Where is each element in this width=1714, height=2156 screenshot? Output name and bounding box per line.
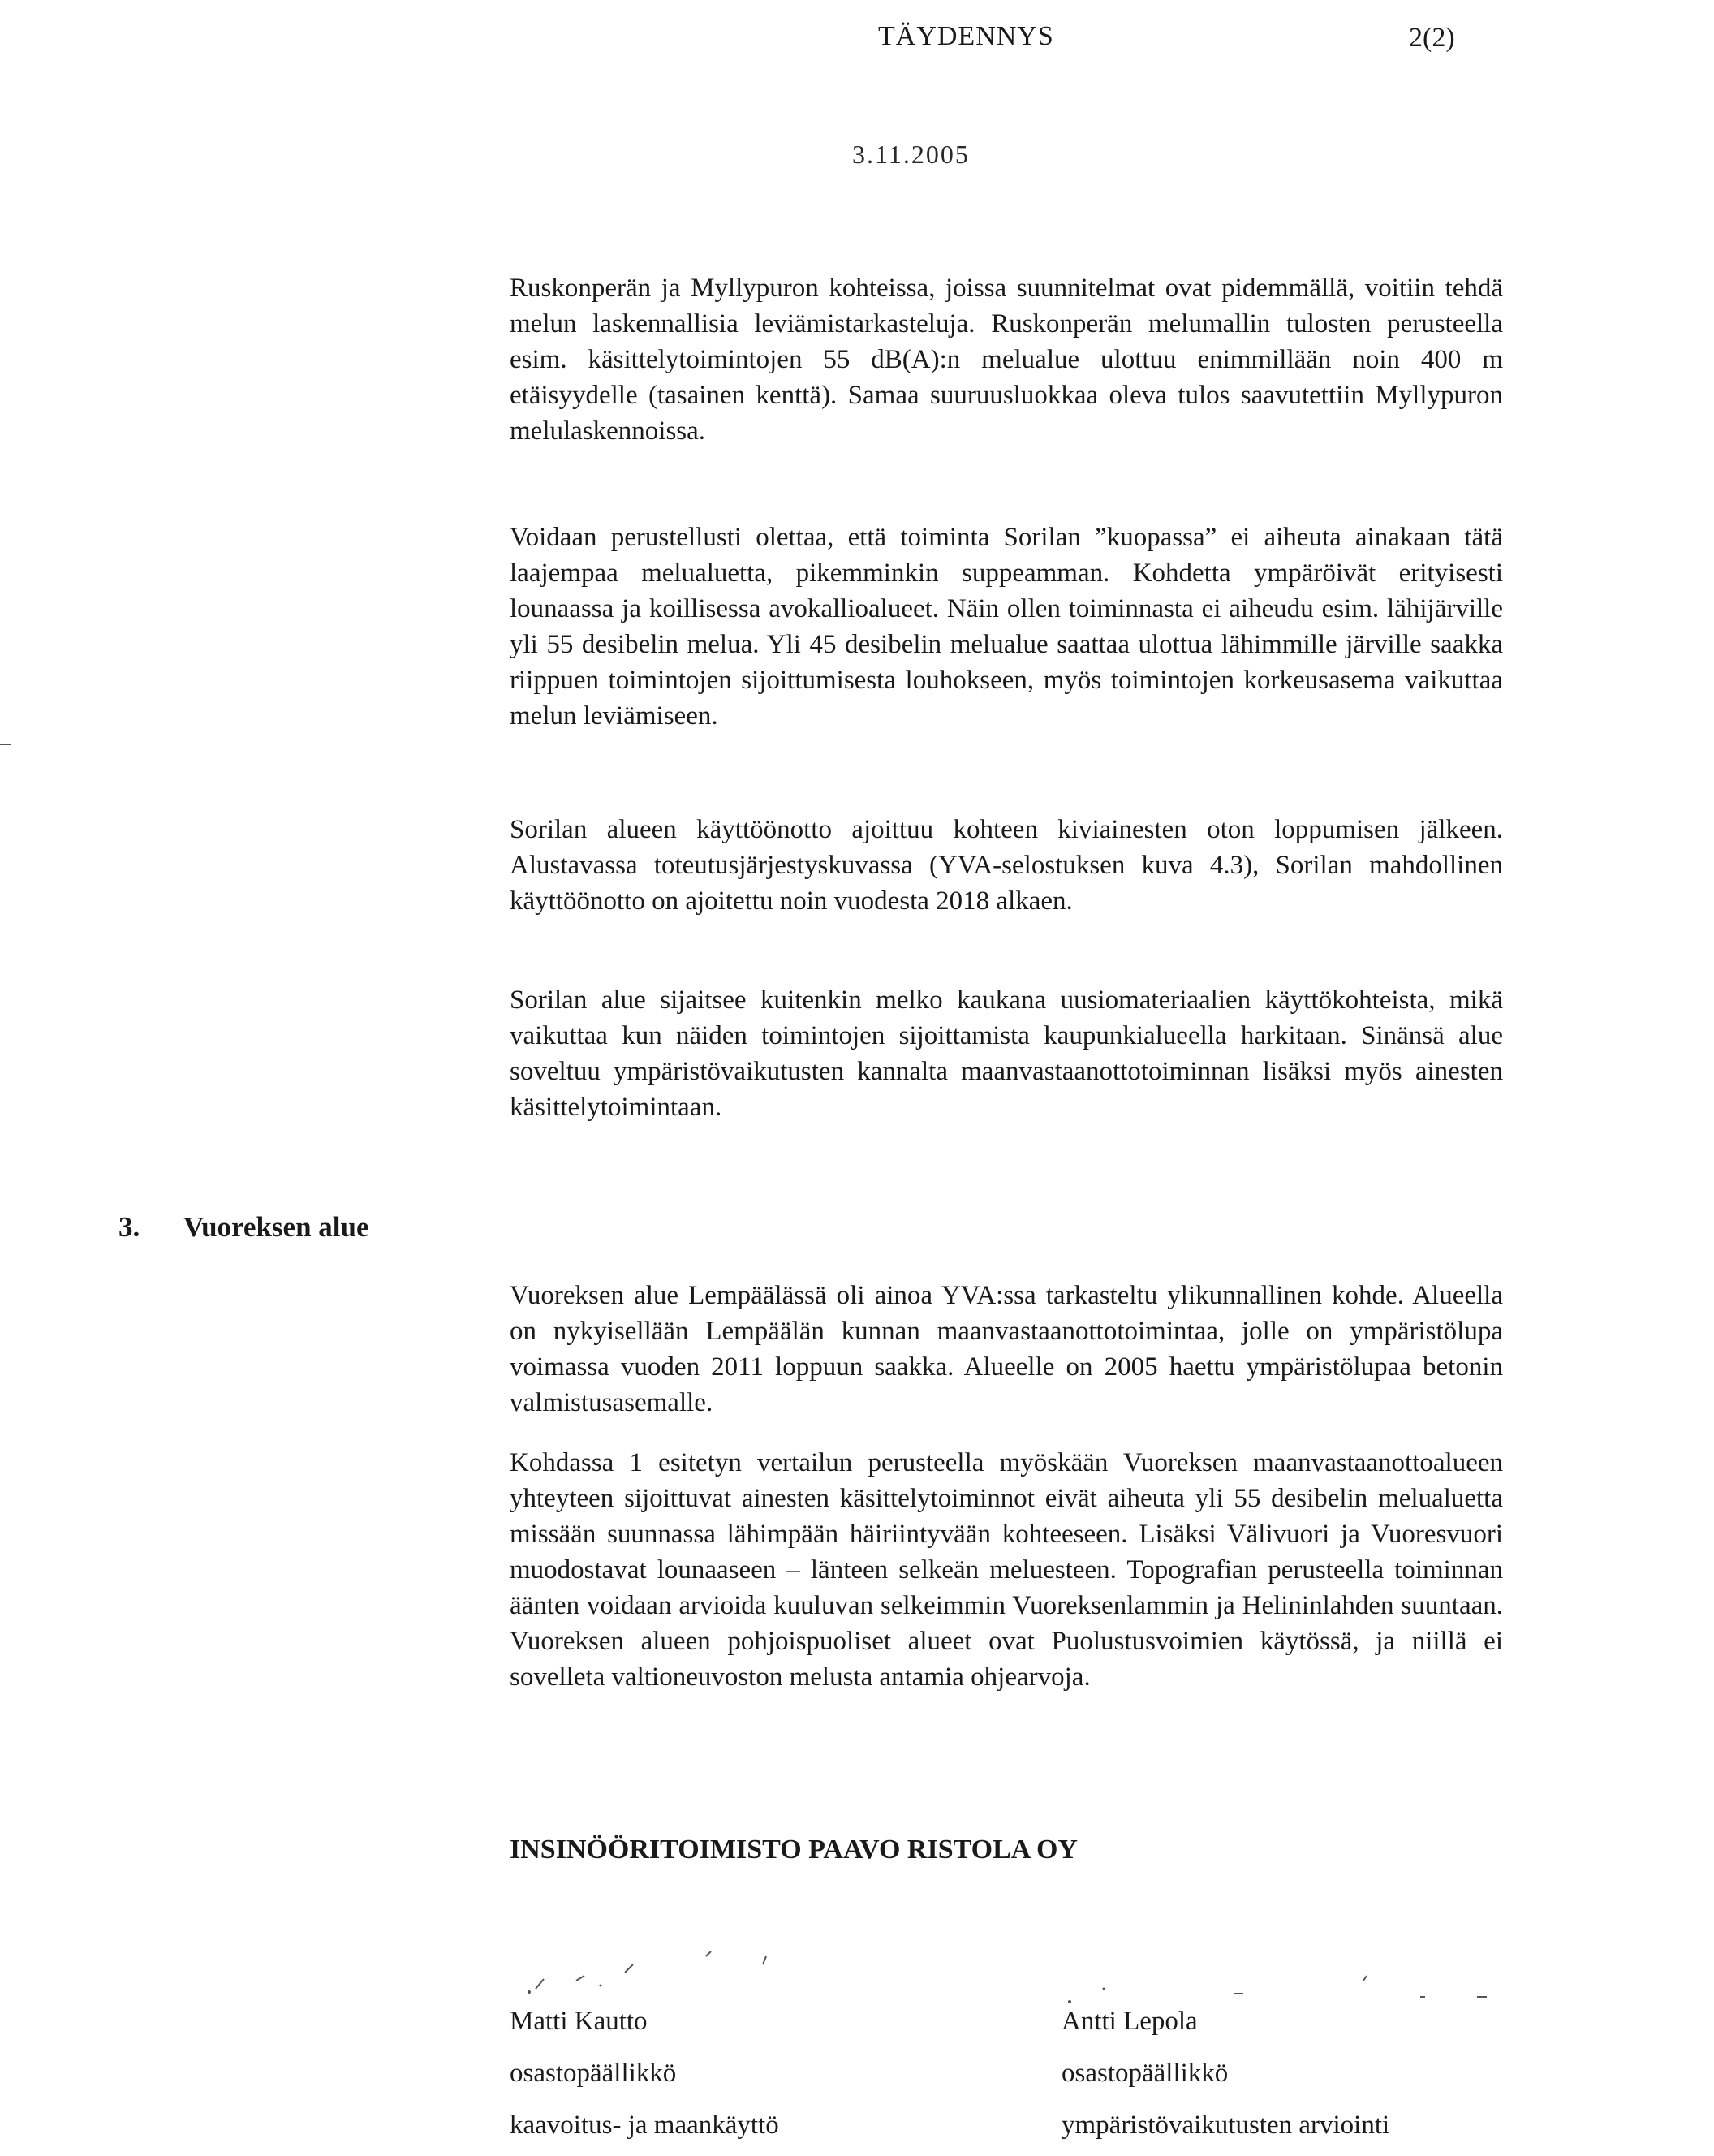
paragraph-text: Vuoreksen alue Lempäälässä oli ainoa YVA:ssa tarkasteltu ylikunnallinen kohde. Alueella on nykyisellään Lempäälän kunnan maanvastaanottotoimintaa, jolle on ympäristölupa voimassa vuoden 2011 loppuun saakka. Alueelle on 2005 haettu ympäristölupaa betonin valmistusasemalle. xyxy=(510,1281,1503,1417)
paragraph-ruskonpera-noise xyxy=(510,270,1503,449)
signer-name: Matti Kautto xyxy=(510,2007,648,2036)
paragraph-text: Voidaan perustellusti olettaa, että toiminta Sorilan ”kuopassa” ei aiheuta ainakaan tätä laajempaa melualuetta, pikemminkin suppeamman. Kohdetta ympäröivät erityisesti lounaassa ja koillisessa avokallioalueet. Näin ollen toiminnasta ei aiheudu esim. lähijärville yli 55 desibelin melua. Yli 45 desibelin melualue saattaa ulottua lähimmille järville saakka riippuen toimintojen sijoittumisesta louhokseen, myös toimintojen korkeusasema vaikuttaa melun leviämiseen. xyxy=(510,523,1503,731)
paragraph-text: Sorilan alue sijaitsee kuitenkin melko kaukana uusiomateriaalien käyttökohteista, mikä vaikuttaa kun näiden toimintojen sijoittamista kaupunkialueella harkitaan. Sinänsä alue soveltuu ympäristövaikutusten kannalta maanvastaanottotoiminnan lisäksi myös ainesten käsittelytoimintaan. xyxy=(510,985,1503,1122)
paragraph-text: Ruskonperän ja Myllypuron kohteissa, joissa suunnitelmat ovat pidemmällä, voitiin tehdä melun laskennallisia leviämistarkasteluja. Ruskonperän melumallin tulosten perusteella esim. käsittelytoimintojen 55 dB(A):n melualue ulottuu enimmillään noin 400 m etäisyydelle (tasainen kenttä). Samaa suuruusluokkaa oleva tulos saavutettiin Myllypuron melulaskennoissa. xyxy=(510,274,1503,446)
paragraph-sorila-noise xyxy=(510,520,1503,734)
signature-block-left xyxy=(510,1995,779,2151)
signer-title: osastopäällikkö xyxy=(510,2059,677,2088)
document-date: 3.11.2005 xyxy=(852,140,970,169)
section-heading xyxy=(118,1211,369,1244)
page-number: 2(2) xyxy=(1409,23,1455,53)
signer-unit: kaavoitus- ja maankäyttö xyxy=(510,2111,779,2140)
paragraph-vuores-noise xyxy=(510,1445,1503,1695)
paragraph-vuores-intro xyxy=(510,1278,1503,1421)
signer-title: osastopäällikkö xyxy=(1062,2059,1229,2088)
section-title: Vuoreksen alue xyxy=(183,1211,369,1243)
section-number: 3. xyxy=(118,1211,140,1243)
paragraph-sorila-schedule xyxy=(510,812,1503,919)
margin-mark xyxy=(0,744,11,745)
paragraph-sorila-location xyxy=(510,982,1503,1125)
signature-block-right xyxy=(1062,1995,1389,2151)
company-name: INSINÖÖRITOIMISTO PAAVO RISTOLA OY xyxy=(510,1835,1078,1865)
paragraph-text: Sorilan alueen käyttöönotto ajoittuu kohteen kiviainesten oton loppumisen jälkeen. Alustavassa toteutusjärjestyskuvassa (YVA-selostuksen kuva 4.3), Sorilan mahdollinen käyttöönotto on ajoitettu noin vuodesta 2018 alkaen. xyxy=(510,815,1503,916)
signer-unit: ympäristövaikutusten arviointi xyxy=(1062,2111,1390,2140)
signer-name: Antti Lepola xyxy=(1062,2007,1198,2036)
paragraph-text: Kohdassa 1 esitetyn vertailun perusteella myöskään Vuoreksen maanvastaanottoalueen yhteyteen sijoittuvat ainesten käsittelytoiminnot eivät aiheuta yli 55 desibelin melualuetta missään suunnassa lähimpään häiriintyvään kohteeseen. Lisäksi Välivuori ja Vuoresvuori muodostavat lounaaseen – länteen selkeän meluesteen. Topografian perusteella toiminnan äänten voidaan arvioida kuuluvan selkeimmin Vuoreksenlammin ja Helininlahden suuntaan. Vuoreksen alueen pohjoispuoliset alueet ovat Puolustusvoimien käytössä, ja niillä ei sovelleta valtioneuvoston melusta antamia ohjearvoja. xyxy=(510,1448,1503,1692)
document-header-title: TÄYDENNYS xyxy=(878,21,1054,51)
